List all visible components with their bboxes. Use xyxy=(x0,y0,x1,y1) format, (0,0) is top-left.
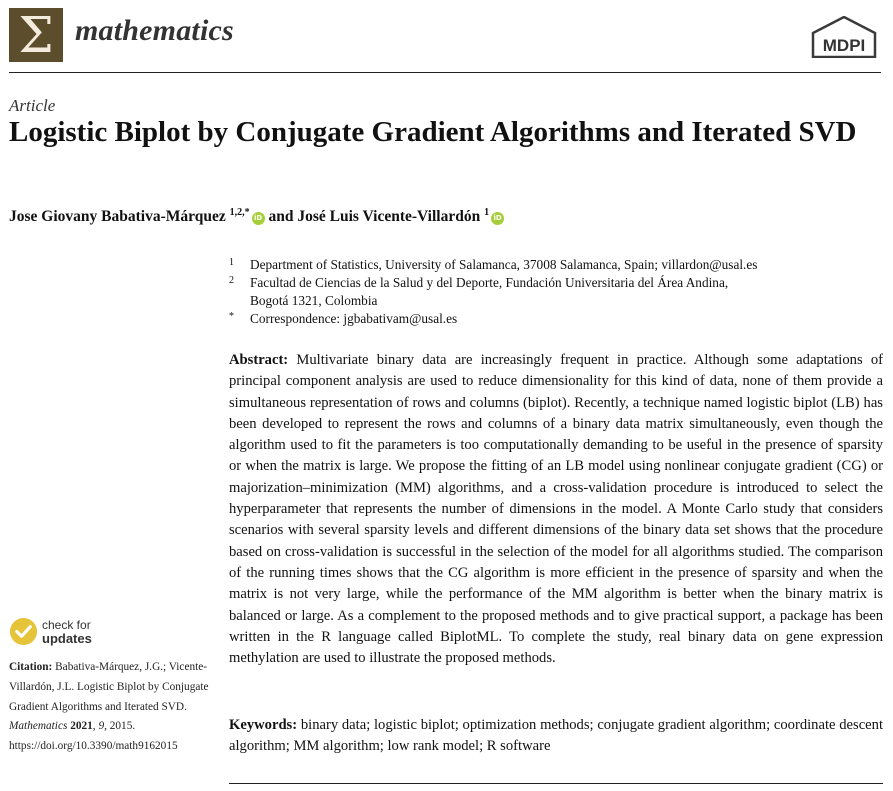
header-divider xyxy=(9,72,881,73)
keywords-label: Keywords: xyxy=(229,717,298,733)
check-updates-line1: check for xyxy=(42,617,91,632)
author-name[interactable]: Jose Giovany Babativa-Márquez xyxy=(9,208,226,225)
orcid-icon[interactable]: iD xyxy=(491,212,504,225)
abstract-label: Abstract: xyxy=(229,352,289,368)
citation-volume: 9 xyxy=(98,720,105,733)
affiliation-text: Facultad de Ciencias de la Salud y del Deporte, Fundación Universitaria del Área Andina, xyxy=(250,275,729,290)
abstract xyxy=(229,350,883,669)
abstract-text: Multivariate binary data are increasingly frequent in practice. Although some adaptations of principal component analysis are used to reduce dimensionality for this kind of data, none of them provide a simultaneous representation of rows and columns (biplot). Recently, a technique named logistic biplot (LB) has been developed to represent the rows and columns of a binary data matrix simultaneously, even though the algorithm used to fit the parameters is too computationally demanding to be useful in the presence of sparsity or when the matrix is large. We propose the fitting of an LB model using nonlinear conjugate gradient (CG) or majorization–minimization (MM) algorithms, and a cross-validation procedure is introduced to select the hyperparameter that represents the number of dimensions in the model. A Monte Carlo study that considers scenarios with several sparsity levels and different dimensions of the binary data set shows that the procedure based on cross-validation is successful in the selection of the model for all algorithms studied. The comparison of the running times shows that the CG algorithm is more efficient in the presence of sparsity and when the matrix is not very large, while the performance of the MM algorithm is better when the binary matrix is balanced or large. As a complement to the proposed methods and to give practical support, a package has been written in the R language called BiplotML. To complete the study, real binary data on gene expression methylation are used to illustrate the proposed methods. xyxy=(229,352,883,667)
author-affiliation-mark: 1 xyxy=(484,207,490,218)
check-updates-line2: updates xyxy=(42,630,92,646)
article-title: Logistic Biplot by Conjugate Gradient Algorithms and Iterated SVD xyxy=(9,116,857,148)
keywords xyxy=(229,715,883,758)
citation-label: Citation: xyxy=(9,661,53,673)
publisher-name: MDPI xyxy=(822,36,866,55)
correspondence-text: Correspondence: jgbabativam@usal.es xyxy=(250,311,458,326)
check-updates-icon xyxy=(9,617,38,646)
affiliation-text: Bogotá 1321, Colombia xyxy=(250,293,378,308)
citation-text: Babativa-Márquez, J.G.; Vicente-Villardón, J.L. Logistic Biplot by Conjugate Gradient Algorithms and Iterated SVD. xyxy=(9,661,209,713)
affiliation-text: Department of Statistics, University of Salamanca, 37008 Salamanca, Spain; villardon@usal.es xyxy=(250,257,758,272)
article-type: Article xyxy=(9,96,56,115)
affiliation-mark: 1 xyxy=(229,257,234,268)
citation-doi[interactable]: 2015. https://doi.org/10.3390/math9162015 xyxy=(9,720,178,753)
citation-year: 2021 xyxy=(70,720,93,733)
orcid-icon[interactable]: iD xyxy=(252,212,265,225)
citation-block: Citation: Babativa-Márquez, J.G.; Vicente-Villardón, J.L. Logistic Biplot by Conjugate Gradient Algorithms and Iterated SVD. Mathematics 2021, 9, 2015. https://doi.org/10.3390/math9162015 xyxy=(9,661,209,753)
author-affiliation-mark: 1,2,* xyxy=(229,207,250,218)
sigma-logo-glyph: Σ xyxy=(18,6,54,64)
mdpi-logo xyxy=(809,16,879,58)
footer-divider xyxy=(229,783,883,784)
author-list xyxy=(9,207,504,226)
affiliation-mark: 2 xyxy=(229,275,234,286)
journal-name: mathematics xyxy=(75,14,234,47)
author-name[interactable]: José Luis Vicente-Villardón xyxy=(297,208,481,225)
correspondence-mark: * xyxy=(229,311,234,322)
keywords-text: binary data; logistic biplot; optimization methods; conjugate gradient algorithm; coordinate descent algorithm; MM algorithm; low rank model; R software xyxy=(229,717,883,755)
citation-journal: Mathematics xyxy=(9,720,68,733)
journal-logo xyxy=(9,8,63,62)
author-conjunction: and xyxy=(268,208,294,225)
check-for-updates-badge[interactable] xyxy=(9,617,92,646)
